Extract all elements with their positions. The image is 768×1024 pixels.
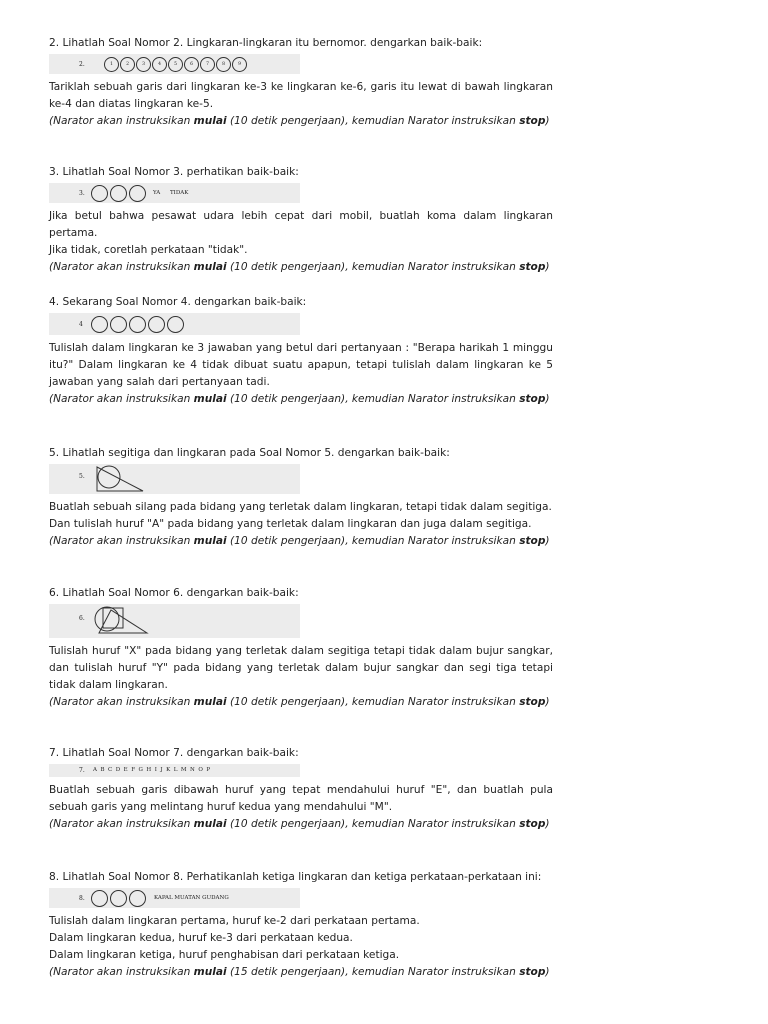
letter: J bbox=[160, 767, 163, 773]
narrator-note: (Narator akan instruksikan mulai (10 detik pengerjaan), kemudian Narator instruksikan stop) bbox=[49, 393, 550, 405]
words-list: KAPAL MUATAN GUDANG bbox=[154, 895, 229, 901]
letter: H bbox=[146, 767, 152, 773]
figure-number: 3. bbox=[79, 190, 85, 197]
question-body: Tariklah sebuah garis dari lingkaran ke-3 ke lingkaran ke-6, garis itu lewat di bawah lingkaran ke-4 dan diatas lingkaran ke-5. bbox=[49, 81, 553, 110]
question-body-line: Dalam lingkaran kedua, huruf ke-3 dari perkataan kedua. bbox=[49, 932, 353, 944]
narrator-note: (Narator akan instruksikan mulai (10 detik pengerjaan), kemudian Narator instruksikan stop) bbox=[49, 115, 550, 127]
circle bbox=[110, 890, 127, 907]
question-body: Tulislah huruf "X" pada bidang yang terletak dalam segitiga tetapi tidak dalam bujur sangkar, dan tulislah huruf "Y" pada bidang yang terletak dalam bujur sangkar dan segi tiga tetapi tidak dalam lingkaran. bbox=[49, 645, 553, 691]
numbered-circles bbox=[104, 56, 247, 72]
circle bbox=[129, 185, 146, 202]
circle bbox=[91, 316, 108, 333]
question-body: Tulislah dalam lingkaran ke 3 jawaban yang betul dari pertanyaan : "Berapa harikah 1 minggu itu?" Dalam lingkaran ke 4 tidak dibuat suatu apapun, tetapi tulislah dalam lingkaran ke 5 jawaban yang salah dari pertanyaan tadi. bbox=[49, 342, 553, 388]
narrator-note: (Narator akan instruksikan mulai (10 detik pengerjaan), kemudian Narator instruksikan stop) bbox=[49, 696, 550, 708]
circle-square-triangle-figure bbox=[89, 604, 159, 638]
question-6 bbox=[49, 586, 553, 711]
narrator-note: (Narator akan instruksikan mulai (15 detik pengerjaan), kemudian Narator instruksikan stop) bbox=[49, 966, 550, 978]
answer-circles bbox=[91, 316, 185, 332]
question-figure-strip bbox=[49, 888, 300, 908]
numbered-circle: 5 bbox=[168, 57, 183, 72]
question-title: 3. Lihatlah Soal Nomor 3. perhatikan baik-baik: bbox=[49, 166, 299, 178]
circle bbox=[110, 185, 127, 202]
question-figure-strip bbox=[49, 764, 300, 777]
letter: K bbox=[166, 767, 171, 773]
figure-number: 2. bbox=[79, 61, 85, 68]
numbered-circle: 3 bbox=[136, 57, 151, 72]
numbered-circle: 2 bbox=[120, 57, 135, 72]
question-figure-strip bbox=[49, 464, 300, 494]
question-figure-strip bbox=[49, 604, 300, 638]
letter: A bbox=[93, 767, 97, 773]
question-4 bbox=[49, 295, 553, 408]
numbered-circle: 6 bbox=[184, 57, 199, 72]
question-title: 7. Lihatlah Soal Nomor 7. dengarkan baik-baik: bbox=[49, 747, 299, 759]
circle bbox=[129, 890, 146, 907]
question-5 bbox=[49, 446, 553, 550]
question-2 bbox=[49, 36, 553, 130]
answer-circles bbox=[91, 890, 147, 906]
numbered-circle: 9 bbox=[232, 57, 247, 72]
circle bbox=[167, 316, 184, 333]
question-body-line: Jika betul bahwa pesawat udara lebih cepat dari mobil, buatlah koma dalam lingkaran pertama. bbox=[49, 210, 553, 239]
triangle-circle-figure bbox=[89, 464, 159, 494]
figure-number: 4 bbox=[79, 321, 83, 328]
circle bbox=[91, 185, 108, 202]
letter: N bbox=[190, 767, 195, 773]
question-title: 2. Lihatlah Soal Nomor 2. Lingkaran-lingkaran itu bernomor. dengarkan baik-baik: bbox=[49, 37, 483, 49]
question-body-line: Jika tidak, coretlah perkataan "tidak". bbox=[49, 244, 248, 256]
figure-number: 7. bbox=[79, 767, 85, 774]
question-title: 5. Lihatlah segitiga dan lingkaran pada Soal Nomor 5. dengarkan baik-baik: bbox=[49, 447, 450, 459]
letter: E bbox=[123, 767, 128, 773]
question-body-line: Dan tulislah huruf "A" pada bidang yang terletak dalam lingkaran dan juga dalam segitiga. bbox=[49, 518, 532, 530]
question-8 bbox=[49, 870, 553, 981]
question-title: 6. Lihatlah Soal Nomor 6. dengarkan baik-baik: bbox=[49, 587, 299, 599]
circle bbox=[129, 316, 146, 333]
numbered-circle: 7 bbox=[200, 57, 215, 72]
numbered-circle: 1 bbox=[104, 57, 119, 72]
question-body-line: Tulislah dalam lingkaran pertama, huruf ke-2 dari perkataan pertama. bbox=[49, 915, 420, 927]
question-body: Buatlah sebuah garis dibawah huruf yang tepat mendahului huruf "E", dan buatlah pula sebuah garis yang melintang huruf kedua yang mendahului "M". bbox=[49, 784, 553, 813]
question-title: 8. Lihatlah Soal Nomor 8. Perhatikanlah ketiga lingkaran dan ketiga perkataan-perkataan ini: bbox=[49, 871, 542, 883]
word-ya: YA bbox=[153, 190, 161, 196]
letter: F bbox=[131, 767, 136, 773]
question-figure-strip bbox=[49, 313, 300, 335]
letter: I bbox=[154, 767, 157, 773]
narrator-note: (Narator akan instruksikan mulai (10 detik pengerjaan), kemudian Narator instruksikan stop) bbox=[49, 535, 550, 547]
question-figure-strip bbox=[49, 54, 300, 74]
letter: M bbox=[180, 767, 187, 773]
narrator-note: (Narator akan instruksikan mulai (10 detik pengerjaan), kemudian Narator instruksikan stop) bbox=[49, 818, 550, 830]
letter: C bbox=[108, 767, 113, 773]
numbered-circle: 4 bbox=[152, 57, 167, 72]
circle bbox=[148, 316, 165, 333]
question-body-line: Dalam lingkaran ketiga, huruf penghabisan dari perkataan ketiga. bbox=[49, 949, 400, 961]
letter: L bbox=[173, 767, 178, 773]
circle bbox=[91, 890, 108, 907]
letter: O bbox=[198, 767, 203, 773]
letter: B bbox=[100, 767, 105, 773]
question-title: 4. Sekarang Soal Nomor 4. dengarkan baik-baik: bbox=[49, 296, 307, 308]
narrator-note: (Narator akan instruksikan mulai (10 detik pengerjaan), kemudian Narator instruksikan stop) bbox=[49, 261, 550, 273]
question-figure-strip bbox=[49, 183, 300, 203]
letter: P bbox=[206, 767, 211, 773]
question-body-line: Buatlah sebuah silang pada bidang yang terletak dalam lingkaran, tetapi tidak dalam segitiga. bbox=[49, 501, 552, 513]
question-7 bbox=[49, 746, 553, 833]
answer-circles bbox=[91, 185, 147, 201]
letter: D bbox=[115, 767, 121, 773]
word-tidak: TIDAK bbox=[170, 190, 189, 196]
figure-number: 8. bbox=[79, 895, 85, 902]
letter: G bbox=[138, 767, 143, 773]
circle bbox=[110, 316, 127, 333]
figure-number: 5. bbox=[79, 473, 85, 480]
question-3 bbox=[49, 165, 553, 276]
letter-row bbox=[93, 767, 210, 773]
figure-number: 6. bbox=[79, 615, 85, 622]
numbered-circle: 8 bbox=[216, 57, 231, 72]
